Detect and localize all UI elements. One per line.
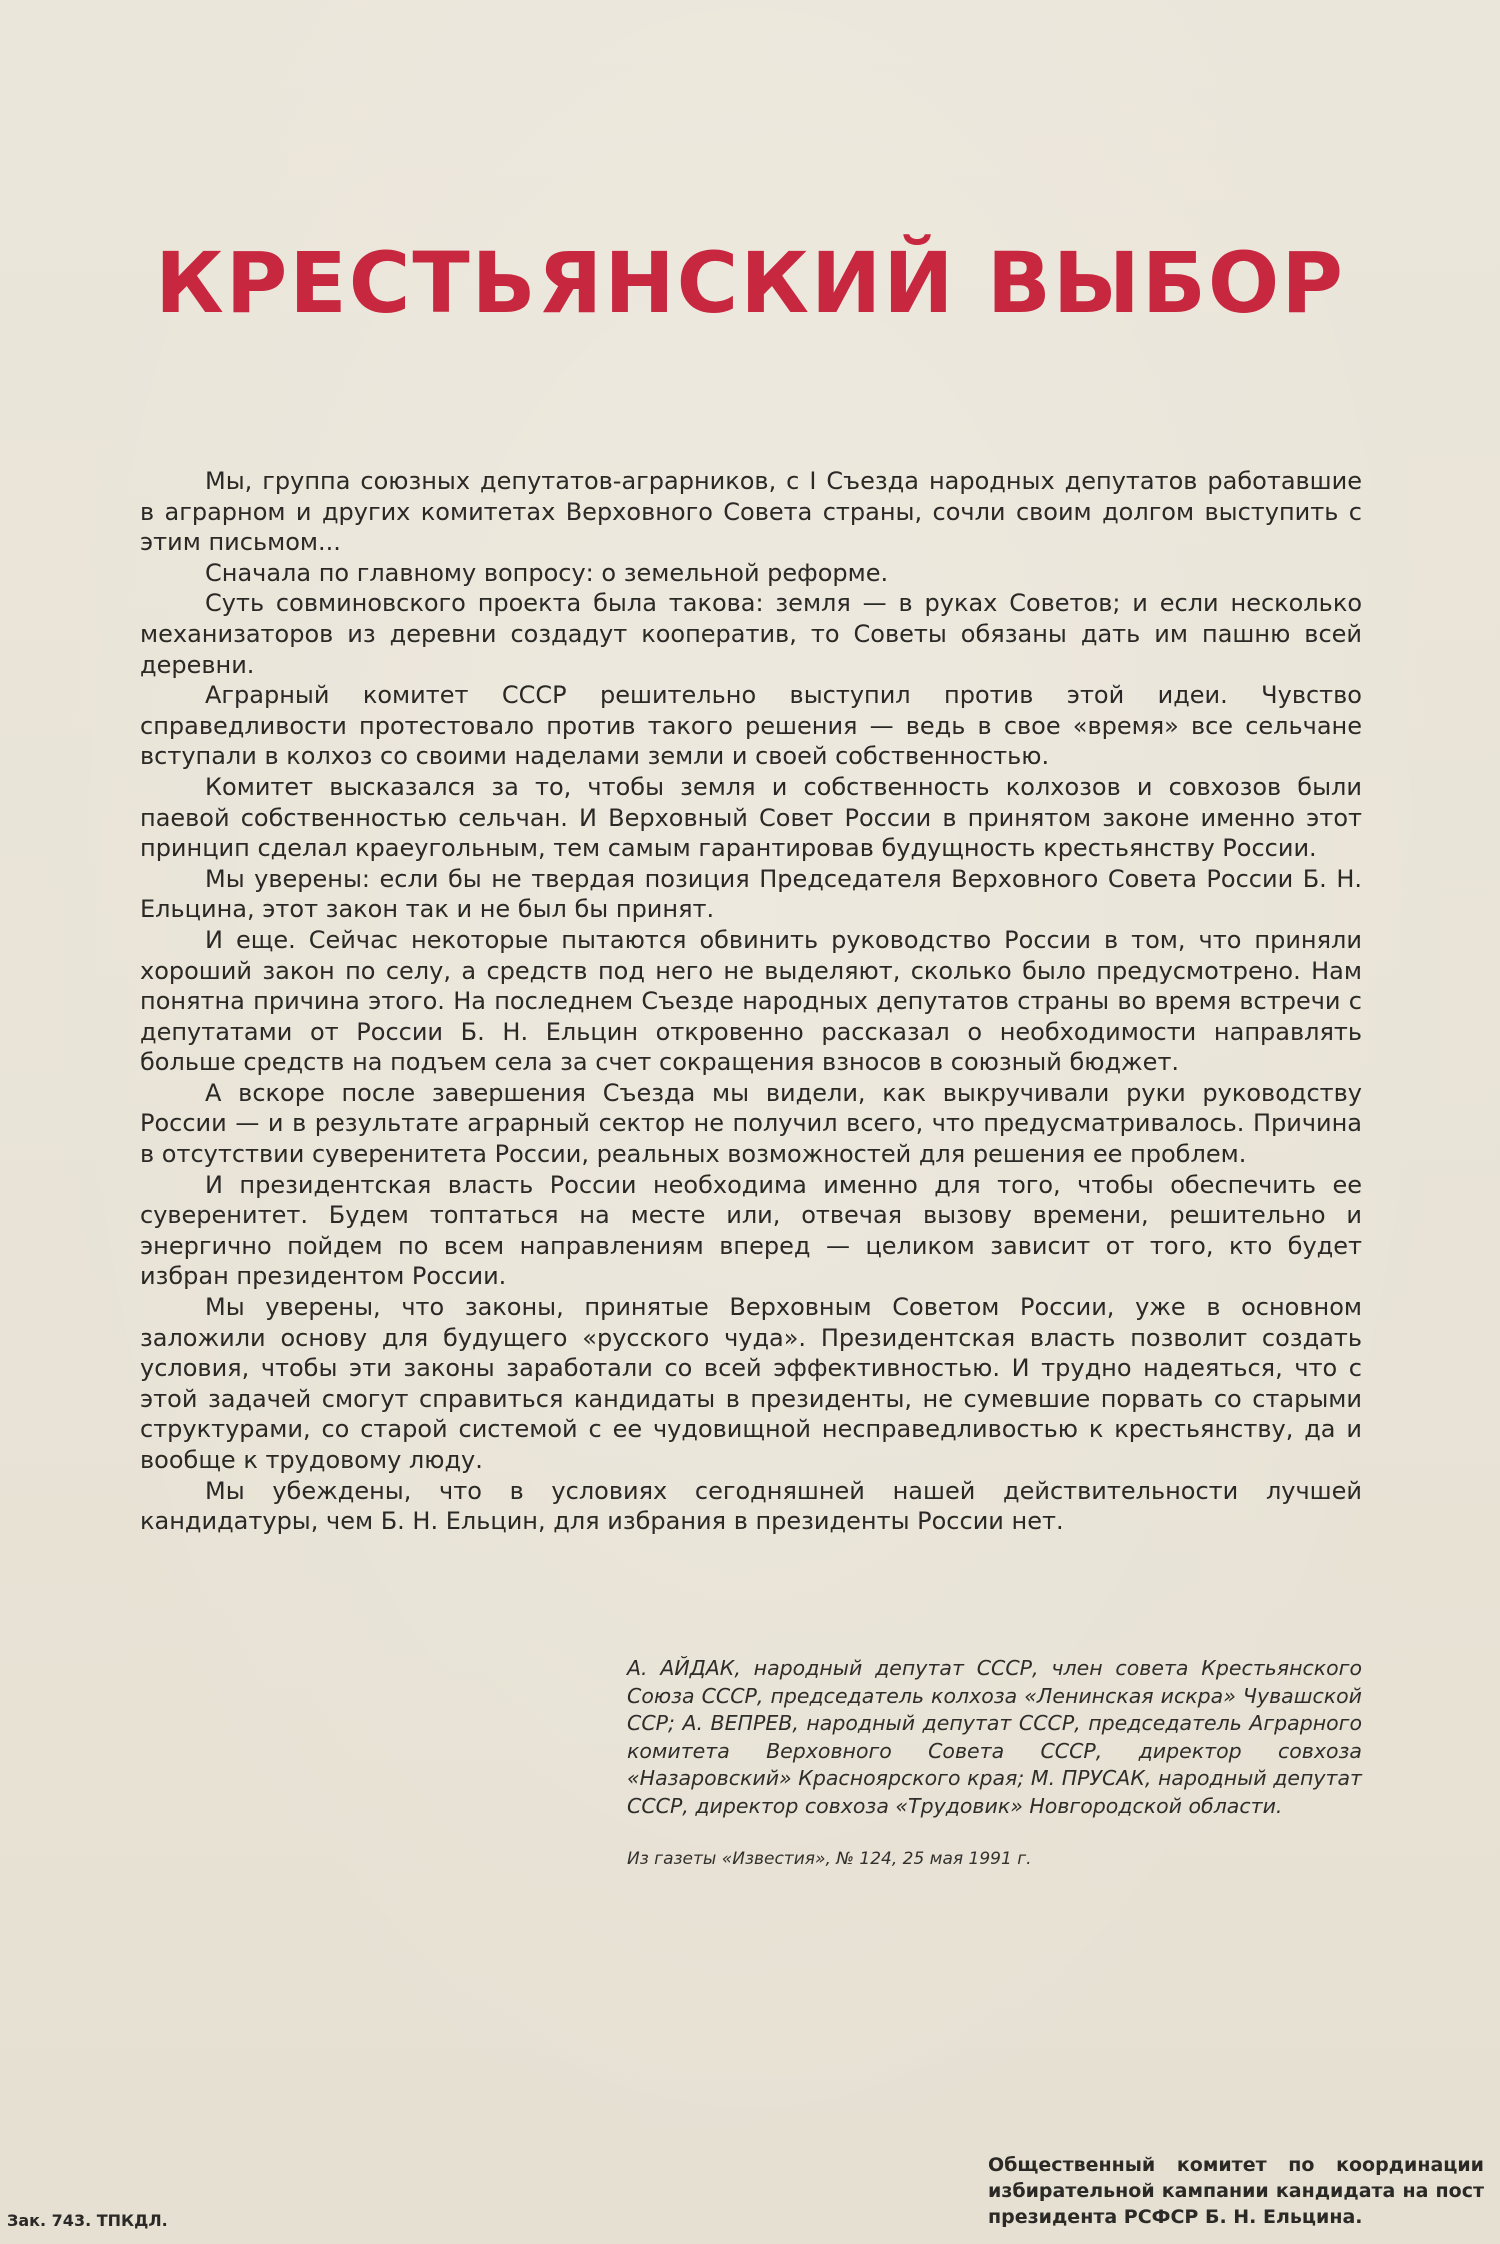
leaflet-title: КРЕСТЬЯНСКИЙ ВЫБОР bbox=[155, 234, 1345, 332]
letter-paragraph: Мы убеждены, что в условиях сегодняшней нашей действительности лучшей кандидатуры, чем Б. Н. Ельцин, для избрания в президенты России нет. bbox=[140, 1476, 1362, 1536]
letter-paragraph: Мы уверены, что законы, принятые Верховным Советом России, уже в основном заложили основу для будущего «русского чуда». Президентская власть позволит создать условия, чтобы эти законы заработали со всей эффективностью. И трудно надеяться, что с этой задачей смогут справиться кандидаты в президенты, не сумевшие порвать со старыми структурами, со старой системой с ее чудовищной несправедливостью к крестьянству, да и вообще к трудовому люду. bbox=[140, 1293, 1362, 1474]
letter-paragraph: И еще. Сейчас некоторые пытаются обвинить руководство России в том, что приняли хороший закон по селу, а средств под него не выделяют, сколько было предусмотрено. Нам понятна причина этого. На последнем Съезде народных депутатов страны во время встречи с депутатами от России Б. Н. Ельцин откровенно рассказал о необходимости направлять больше средств на подъем села за счет сокращения взносов в союзный бюджет. bbox=[140, 925, 1362, 1077]
letter-paragraph: А вскоре после завершения Съезда мы видели, как выкручивали руки руководству России — и в результате аграрный сектор не получил всего, что предусматривалось. Причина в отсутствии суверенитета России, реальных возможностей для решения ее проблем. bbox=[140, 1078, 1362, 1169]
letter-paragraph: Суть совминовского проекта была такова: земля — в руках Советов; и если несколько механизаторов из деревни создадут кооператив, то Советы обязаны дать им пашню всей деревни. bbox=[140, 589, 1362, 679]
letter-paragraph: Мы уверены: если бы не твердая позиция Председателя Верховного Совета России Б. Н. Ельцина, этот закон так и не был бы принят. bbox=[140, 864, 1362, 924]
letter-paragraph: И президентская власть России необходима именно для того, чтобы обеспечить ее суверенитет. Будем топтаться на месте или, отвечая вызову времени, решительно и энергично пойдем по всем направлениям вперед — целиком зависит от того, кто будет избран президентом России. bbox=[140, 1170, 1362, 1291]
letter-paragraph: Мы, группа союзных депутатов-аграрников, с I Съезда народных депутатов работавшие в аграрном и других комитетах Верховного Совета страны, сочли своим долгом выступить с этим письмом... bbox=[140, 467, 1362, 557]
signatories: А. АЙДАК, народный депутат СССР, член совета Крестьянского Союза СССР, председатель колхоза «Ленинская искра» Чувашской ССР; А. ВЕПРЕВ, народный депутат СССР, председатель Аграрного комитета Верховного Совета СССР, директор совхоза «Назаровский» Красноярского края; М. ПРУСАК, народный депутат СССР, директор совхоза «Трудовик» Новгородской области. bbox=[627, 1656, 1362, 1818]
letter-body bbox=[140, 466, 1362, 1537]
letter-paragraph: Сначала по главному вопросу: о земельной реформе. bbox=[205, 558, 889, 587]
print-order-number: Зак. 743. ТПКДЛ. bbox=[7, 2211, 168, 2230]
newspaper-source: Из газеты «Известия», № 124, 25 мая 1991 г. bbox=[627, 1849, 1032, 1869]
letter-paragraph: Комитет высказался за то, чтобы земля и собственность колхозов и совхозов были паевой собственностью сельчан. И Верховный Совет России в принятом законе именно этот принцип сделал краеугольным, тем самым гарантировав будущность крестьянству России. bbox=[140, 772, 1362, 863]
publisher-committee: Общественный комитет по координации избирательной кампании кандидата на пост президента РСФСР Б. Н. Ельцина. bbox=[988, 2154, 1484, 2228]
letter-paragraph: Аграрный комитет СССР решительно выступил против этой идеи. Чувство справедливости протестовало против такого решения — ведь в свое «время» все сельчане вступали в колхоз со своими наделами земли и своей собственностью. bbox=[140, 681, 1362, 771]
